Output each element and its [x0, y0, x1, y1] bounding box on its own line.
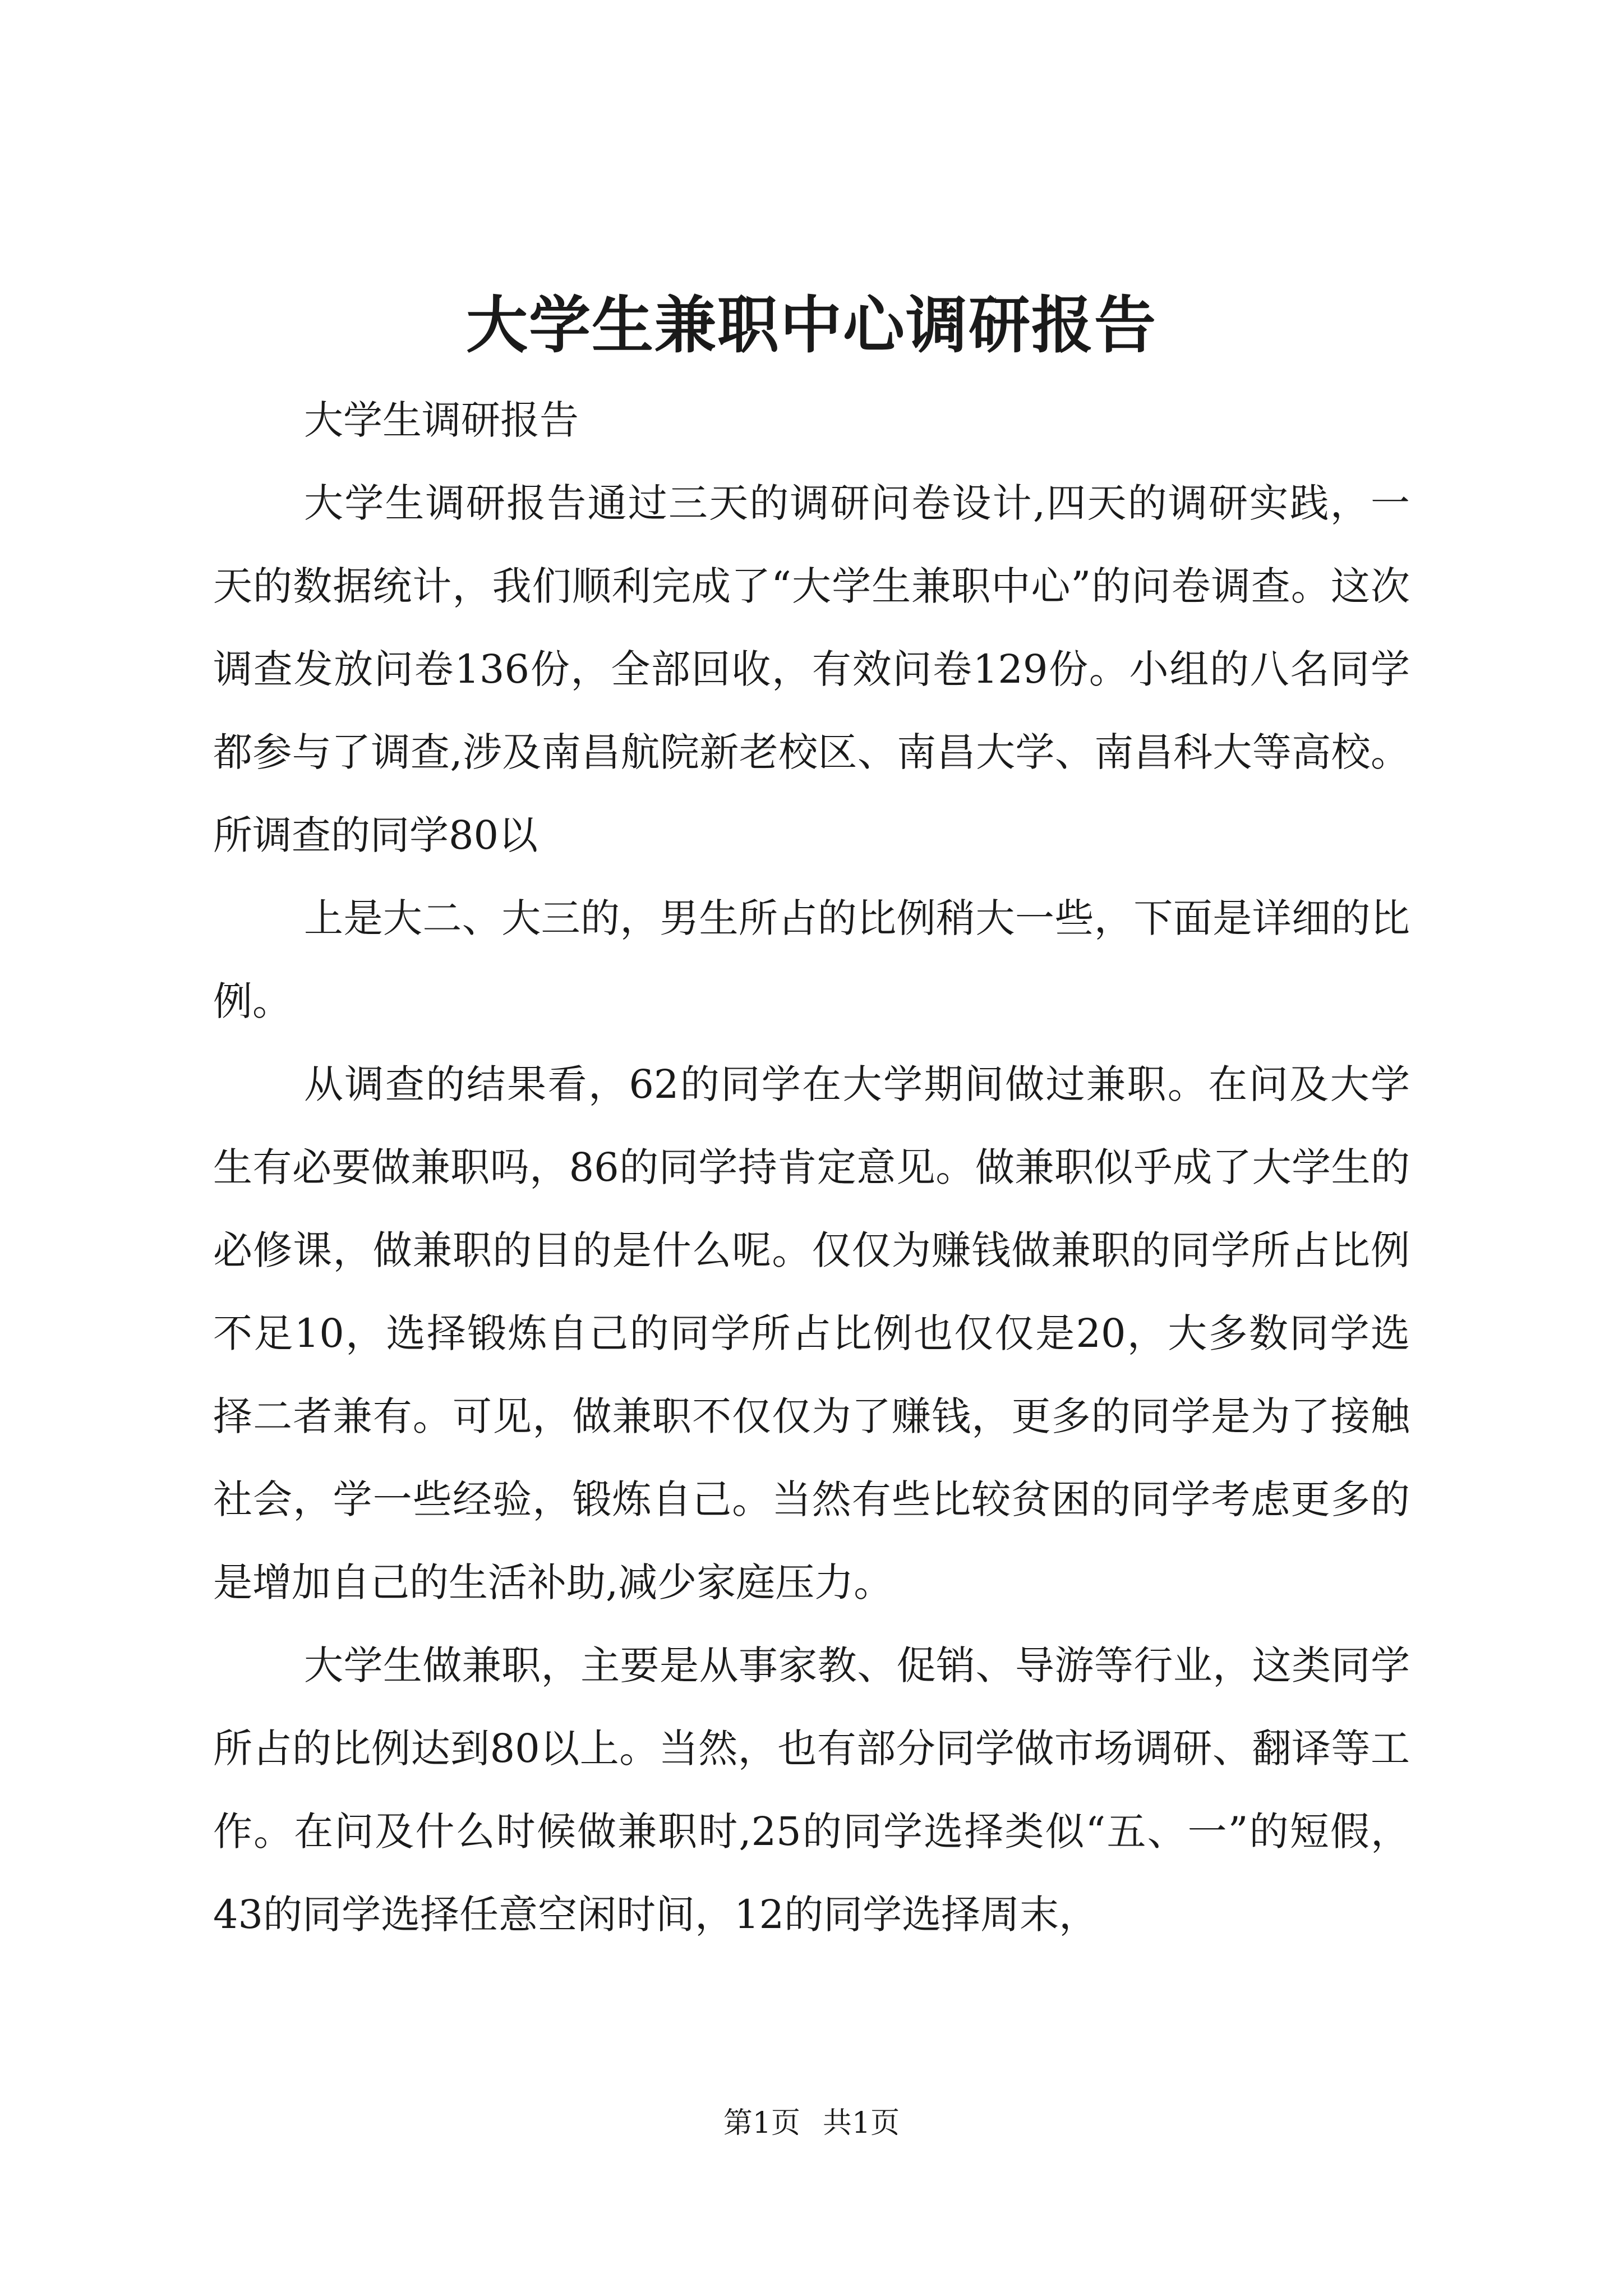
- body-paragraph: 从调查的结果看，62的同学在大学期间做过兼职。在问及大学生有必要做兼职吗，86的同学持肯定意见。做兼职似乎成了大学生的必修课，做兼职的目的是什么呢。仅仅为赚钱做兼职的同学所占比例不足10，选择锻炼自己的同学所占比例也仅仅是20，大多数同学选择二者兼有。可见，做兼职不仅仅为了赚钱，更多的同学是为了接触社会，学一些经验，锻炼自己。当然有些比较贫困的同学考虑更多的是增加自己的生活补助,减少家庭压力。: [213, 1061, 1410, 1605]
- document-body: [213, 379, 1410, 1956]
- subtitle-paragraph: 大学生调研报告: [304, 397, 579, 443]
- page-total: 共1页: [823, 2106, 900, 2140]
- body-paragraph: 大学生做兼职，主要是从事家教、促销、导游等行业，这类同学所占的比例达到80以上。当然，也有部分同学做市场调研、翻译等工作。在问及什么时候做兼职时,25的同学选择类似“五、一”的短假，43的同学选择任意空闲时间，12的同学选择周末，: [213, 1642, 1410, 1938]
- document-title: 大学生兼职中心调研报告: [466, 289, 1157, 361]
- body-paragraph: 大学生调研报告通过三天的调研问卷设计,四天的调研实践，一天的数据统计，我们顺利完成了“大学生兼职中心”的问卷调查。这次调查发放问卷136份，全部回收，有效问卷129份。小组的八名同学都参与了调查,涉及南昌航院新老校区、南昌大学、南昌科大等高校。所调查的同学80以: [213, 480, 1410, 858]
- body-paragraph: 上是大二、大三的，男生所占的比例稍大一些，下面是详细的比例。: [213, 895, 1410, 1024]
- page-number: 第1页: [723, 2106, 800, 2140]
- page-footer: [0, 2101, 1623, 2146]
